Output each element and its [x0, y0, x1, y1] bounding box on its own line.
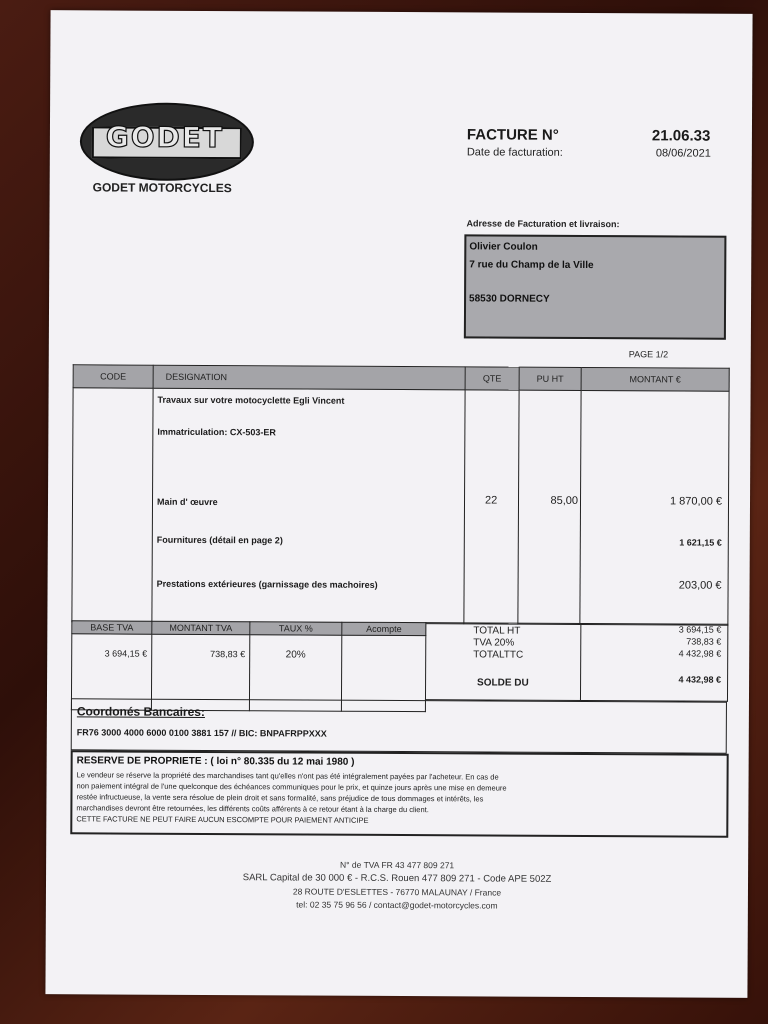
reserve-line: CETTE FACTURE NE PEUT FAIRE AUCUN ESCOMPTE POUR PAIEMENT ANTICIPE	[76, 814, 369, 825]
qte-main-oeuvre: 22	[484, 494, 498, 507]
pu-ht-cell	[518, 390, 581, 624]
bank-iban-bic: FR76 3000 4000 6000 0100 3881 157 // BIC: BNPAFRPPXXX	[76, 727, 327, 739]
base-tva-value: 3 694,15 €	[71, 634, 151, 710]
address-title: Adresse de Facturation et livraison:	[466, 218, 620, 230]
tva-label: TVA 20%	[473, 637, 515, 649]
footer-legal: SARL Capital de 30 000 € - R.C.S. Rouen 477 809 271 - Code APE 502Z	[242, 872, 552, 885]
total-ttc-value: 4 432,98 €	[678, 648, 722, 659]
items-body-row	[72, 388, 729, 625]
totals-box	[425, 622, 728, 702]
qte-cell	[464, 390, 519, 624]
col-acompte: Acompte	[342, 622, 426, 635]
desc-prestations: Prestations extérieures (garnissage des machoires)	[156, 578, 378, 590]
col-pu-ht: PU HT	[519, 367, 581, 390]
desc-fournitures: Fournitures (détail en page 2)	[156, 534, 283, 546]
total-ht-label: TOTAL HT	[473, 625, 521, 637]
montant-main-oeuvre: 1 870,00 €	[669, 495, 723, 508]
page-indicator: PAGE 1/2	[628, 349, 669, 360]
desc-main-oeuvre: Main d' œuvre	[156, 496, 218, 508]
address-box	[464, 234, 727, 339]
col-code: CODE	[73, 365, 153, 388]
reserve-line: Le vendeur se réserve la propriété des marchandises tant qu'elles n'ont pas été intégralement payées par l'acheteur. En cas de	[76, 770, 499, 782]
reserve-line: non paiement intégral de l'une quelconque des échéances communiques pour le prix, et quinze jours après une mise en demeure	[76, 781, 507, 793]
col-designation: DESIGNATION	[153, 365, 465, 390]
footer-tva: N° de TVA FR 43 477 809 271	[340, 859, 455, 871]
col-qte: QTE	[465, 367, 519, 390]
footer-address: 28 ROUTE D'ESLETTES - 76770 MALAUNAY / France	[292, 886, 502, 898]
invoice-paper	[45, 10, 752, 998]
montant-cell	[580, 390, 729, 625]
totals-divider	[580, 624, 581, 700]
col-base-tva: BASE TVA	[72, 621, 152, 634]
designation-cell	[152, 388, 465, 624]
total-ht-value: 3 694,15 €	[678, 624, 722, 635]
montant-prestations: 203,00 €	[678, 579, 722, 592]
bank-title: Coordonés Bancaires:	[76, 704, 205, 719]
col-montant-tva: MONTANT TVA	[152, 621, 250, 635]
invoice-date-label: Date de facturation:	[466, 146, 563, 159]
address-line-street: 7 rue du Champ de la Ville	[469, 259, 594, 272]
invoice-date-value: 08/06/2021	[655, 147, 711, 160]
bank-details	[71, 698, 727, 753]
montant-fournitures: 1 621,15 €	[679, 537, 722, 548]
montant-tva-value: 738,83 €	[151, 634, 249, 711]
code-cell	[72, 388, 153, 622]
company-logo	[80, 102, 252, 179]
items-header-row	[73, 365, 729, 391]
address-line-city: 58530 DORNECY	[469, 293, 550, 305]
reserve-line: restée infructueuse, la vente sera résolue de plein droit et sans formalité, sans préjudice de tous dommages et intérêts, les	[76, 792, 484, 804]
invoice-label: FACTURE N°	[466, 126, 559, 144]
reserve-body	[76, 769, 722, 827]
reserve-title: RESERVE DE PROPRIETE : ( loi n° 80.335 du 12 mai 1980 )	[76, 755, 355, 768]
desc-title: Travaux sur votre motocyclette Egli Vincent	[157, 394, 345, 406]
tva-value: 738,83 €	[686, 636, 722, 647]
invoice-number: 21.06.33	[651, 127, 711, 145]
footer-contact: tel: 02 35 75 96 56 / contact@godet-motorcycles.com	[296, 899, 498, 911]
col-montant: MONTANT €	[581, 367, 729, 391]
col-taux: TAUX %	[250, 622, 342, 635]
total-ttc-label: TOTALTTC	[473, 649, 524, 661]
items-table	[71, 364, 729, 625]
address-line-name: Olivier Coulon	[469, 241, 538, 253]
pu-ht-main-oeuvre: 85,00	[550, 494, 579, 507]
reserve-line: marchandises devront être retournées, les différents coûts afférents à ce retour étant à la charge du client.	[76, 803, 429, 815]
reserve-propriete	[70, 750, 728, 837]
solde-du-value: 4 432,98 €	[678, 674, 722, 685]
logo-text: GODET	[105, 120, 225, 155]
solde-du-label: SOLDE DU	[477, 677, 529, 689]
taux-value: 20%	[249, 635, 341, 711]
company-name: GODET MOTORCYCLES	[92, 180, 232, 196]
desc-immatriculation: Immatriculation: CX-503-ER	[157, 426, 276, 438]
